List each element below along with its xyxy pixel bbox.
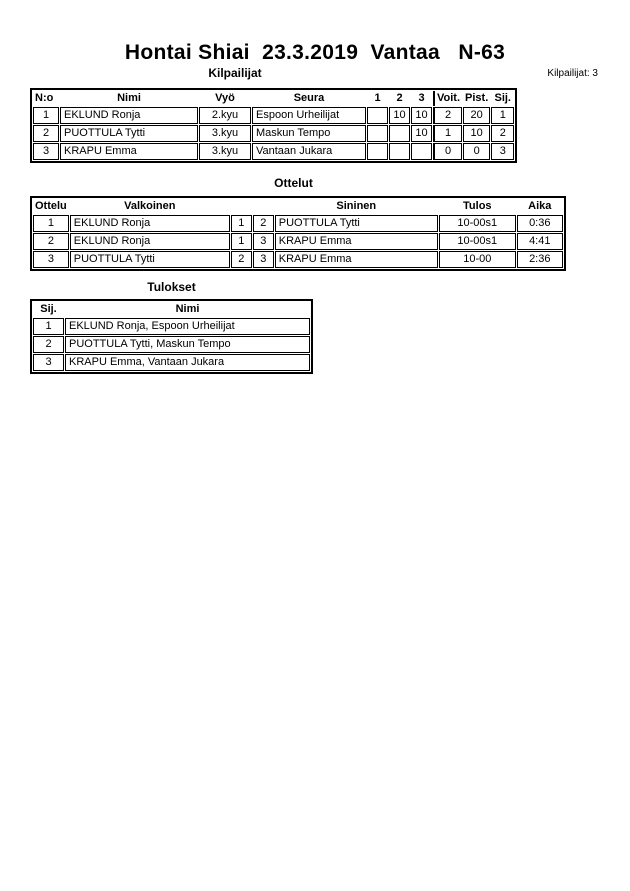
table-cell: 10-00s1: [439, 233, 516, 250]
table-row: [33, 233, 563, 250]
table-cell: 2: [33, 125, 59, 142]
table-cell: 3: [491, 143, 514, 160]
column-header: [253, 199, 274, 214]
table-cell: 2.kyu: [199, 107, 251, 124]
column-header: Vyö: [215, 92, 235, 104]
table-cell: 0: [433, 143, 462, 160]
table-cell: EKLUND Ronja: [70, 233, 230, 250]
table-cell: KRAPU Emma: [60, 143, 198, 160]
table-cell: 1: [33, 318, 64, 335]
column-header: 1: [374, 92, 381, 104]
column-header: Nimi: [117, 92, 141, 104]
table-row: [33, 251, 563, 268]
table-cell: PUOTTULA Tytti, Maskun Tempo: [65, 336, 310, 353]
table-header-row: [33, 91, 514, 106]
table-cell: KRAPU Emma: [275, 251, 438, 268]
column-header: 3: [418, 92, 425, 104]
table-cell: PUOTTULA Tytti: [275, 215, 438, 232]
table-cell: [367, 143, 388, 160]
table-cell: 3: [33, 251, 69, 268]
table-cell: 1: [433, 125, 462, 142]
table-cell: 1: [231, 233, 252, 250]
table-cell: [389, 125, 410, 142]
column-header: Nimi: [175, 303, 200, 315]
table-header-row: [33, 199, 563, 214]
table-row: [33, 125, 514, 142]
column-header: Sij.: [494, 92, 511, 104]
competitor-count-label: Kilpailijat: 3: [547, 68, 598, 79]
table-cell: KRAPU Emma, Vantaan Jukara: [65, 354, 310, 371]
page-title: Hontai Shiai 23.3.2019 Vantaa N-63: [124, 41, 506, 64]
table-cell: 10-00: [439, 251, 516, 268]
column-header: [231, 199, 252, 214]
column-header: Voit.: [433, 91, 462, 106]
kilpailijat-table: [30, 88, 517, 163]
table-cell: 3: [33, 143, 59, 160]
table-cell: EKLUND Ronja: [70, 215, 230, 232]
table-cell: PUOTTULA Tytti: [60, 125, 198, 142]
table-cell: 10: [389, 107, 410, 124]
table-row: [33, 318, 310, 335]
table-row: [33, 143, 514, 160]
table-cell: PUOTTULA Tytti: [70, 251, 230, 268]
section-heading-ottelut: Ottelut: [274, 176, 313, 190]
section-heading-tulokset: Tulokset: [147, 280, 196, 294]
table-cell: 2: [253, 215, 274, 232]
column-header: Tulos: [463, 200, 492, 212]
table-cell: Espoon Urheilijat: [252, 107, 366, 124]
table-row: [33, 107, 514, 124]
tulokset-table: [30, 299, 313, 374]
table-cell: 10: [411, 125, 432, 142]
table-cell: Vantaan Jukara: [252, 143, 366, 160]
table-cell: Maskun Tempo: [252, 125, 366, 142]
table-cell: 1: [491, 107, 514, 124]
table-cell: 2: [491, 125, 514, 142]
table-cell: 10: [463, 125, 490, 142]
table-cell: 0:36: [517, 215, 563, 232]
table-cell: 2:36: [517, 251, 563, 268]
column-header: Sininen: [336, 200, 377, 212]
table-cell: 0: [463, 143, 490, 160]
table-cell: 4:41: [517, 233, 563, 250]
table-cell: [367, 107, 388, 124]
table-cell: 1: [231, 215, 252, 232]
table-cell: EKLUND Ronja: [60, 107, 198, 124]
table-header-row: [33, 302, 310, 317]
table-cell: 10: [411, 107, 432, 124]
table-cell: 3.kyu: [199, 125, 251, 142]
column-header: Sij.: [40, 303, 57, 315]
column-header: Aika: [528, 200, 552, 212]
table-cell: [367, 125, 388, 142]
table-cell: 3: [33, 354, 64, 371]
table-row: [33, 215, 563, 232]
ottelut-table: [30, 196, 566, 271]
table-cell: 3: [253, 251, 274, 268]
table-cell: [411, 143, 432, 160]
table-cell: 2: [433, 107, 462, 124]
table-row: [33, 336, 310, 353]
table-row: [33, 354, 310, 371]
column-header: Ottelu: [35, 200, 67, 212]
table-cell: [389, 143, 410, 160]
table-cell: EKLUND Ronja, Espoon Urheilijat: [65, 318, 310, 335]
table-cell: 2: [33, 233, 69, 250]
table-cell: 20: [463, 107, 490, 124]
section-heading-kilpailijat: Kilpailijat: [208, 66, 262, 80]
table-cell: 10-00s1: [439, 215, 516, 232]
table-cell: 3.kyu: [199, 143, 251, 160]
column-header: Valkoinen: [124, 200, 176, 212]
column-header: Pist.: [465, 92, 489, 104]
table-cell: 2: [33, 336, 64, 353]
table-cell: 3: [253, 233, 274, 250]
column-header: Seura: [293, 92, 325, 104]
column-header: 2: [396, 92, 403, 104]
column-header: N:o: [35, 92, 54, 104]
table-cell: KRAPU Emma: [275, 233, 438, 250]
table-cell: 1: [33, 107, 59, 124]
table-cell: 2: [231, 251, 252, 268]
table-cell: 1: [33, 215, 69, 232]
